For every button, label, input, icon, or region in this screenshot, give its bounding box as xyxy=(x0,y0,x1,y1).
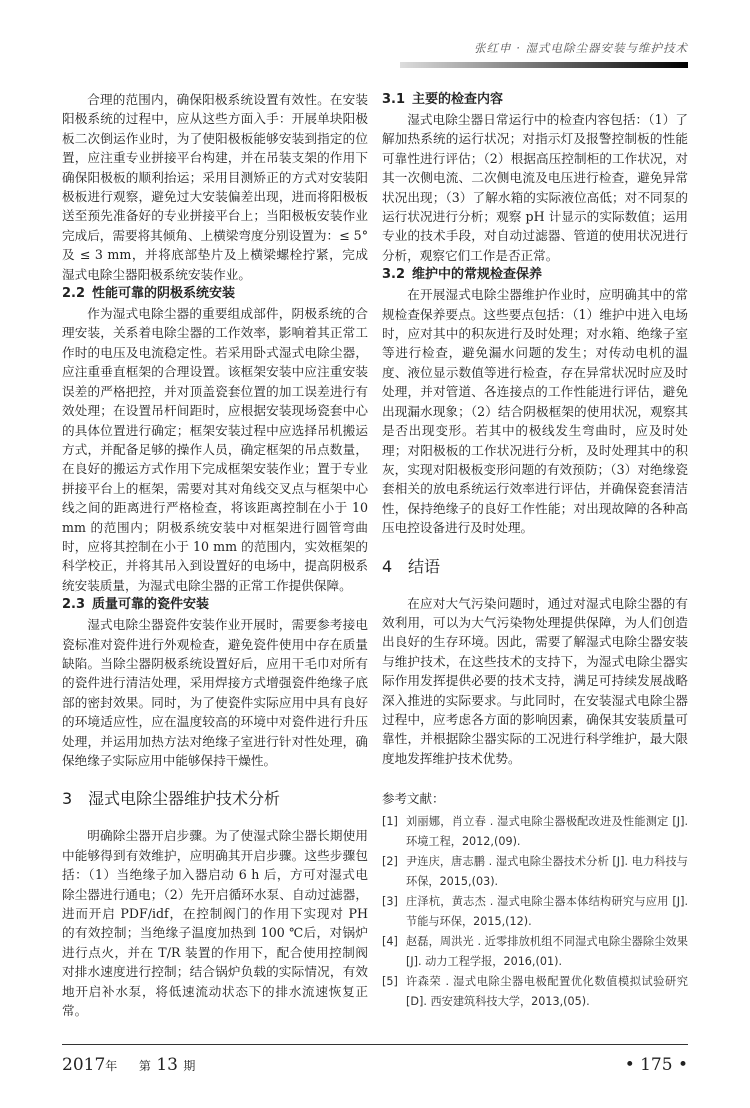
issue-prefix: 第 xyxy=(138,1059,151,1074)
reference-text: 许森荣 . 湿式电除尘器电极配置优化数值模拟试验研究 [D]. 西安建筑科技大学，2013,(05). xyxy=(406,975,688,1009)
reference-index: [3] xyxy=(382,895,398,909)
section-title: 维护中的常规检查保养 xyxy=(412,267,543,283)
section-heading-3-1 xyxy=(382,90,688,110)
year-unit: 年 xyxy=(105,1059,118,1074)
section-heading-3-2 xyxy=(382,265,688,285)
reference-item xyxy=(382,972,688,1012)
paragraph: 合理的范围内，确保阳极系统设置有效性。在安装阳极系统的过程中，应从这些方面入手：开展单块阳极板二次倒运作业时，为了使阳极板能够安装到指定的位置，应注重专业拼接平台构建，并在吊装支架的作用下确保阳极板的顺利抬运；采用目测矫正的方式对安装阳极板进行观察，避免过大安装偏差出现，进而将阳极板送至预先准备好的专业拼接平台上；当阳极板安装作业完成后，需要将其倾角、上横梁弯度分别设置为：≤ 5° 及 ≤ 3 mm，并将底部垫片及上横梁螺栓拧紧，完成湿式电除尘器阳极系统安装作业。 xyxy=(62,92,368,282)
paragraph: 湿式电除尘器瓷件安装作业开展时，需要参考接电瓷标准对瓷件进行外观检查，避免瓷件使用中存在质量缺陷。当除尘器阴极系统设置好后，应用干毛巾对所有的瓷件进行清洁处理，采用焊接方式增强瓷件绝缘子底部的密封效果。同时，为了使瓷件实际应用中具有良好的环境适应性，应在温度较高的环境中对瓷件进行升压处理，并运用加热方法对绝缘子室进行针对性处理，确保绝缘子实际应用中能够保持干燥性。 xyxy=(62,617,368,768)
section-heading-2-3 xyxy=(62,595,368,615)
section-title: 湿式电除尘器维护技术分析 xyxy=(88,789,281,809)
page-number: • 175 • xyxy=(624,1055,688,1076)
reference-item xyxy=(382,812,688,852)
paragraph: 明确除尘器开启步骤。为了使湿式除尘器长期使用中能够得到有效维护，应明确其开启步骤。这些步骤包括：（1）当绝缘子加入器启动 6 h 后，方可对湿式电除尘器进行通电；（2）先开启循环水泵、自动过滤器，进而开启 PDF/idf，在控制阀门的作用下实现对 PH 的有效控制；当绝缘子温度加热到 100 ℃后，对锅炉进行点火，并在 T/R 装置的作用下，配合使用控制阀对排水速度进行控制；结合锅炉负载的实际情况，有效地开启补水泵，将低速流动状态下的排水流速恢复正常。 xyxy=(62,828,368,1019)
references-title: 参考文献： xyxy=(382,791,445,807)
section-heading-2-2 xyxy=(62,284,368,304)
section-number: 2.3 xyxy=(62,597,86,613)
paragraph: 在应对大气污染问题时，通过对湿式电除尘器的有效利用，可以为大气污染物处理提供保障，为人们创造出良好的生存环境。因此，需要了解湿式电除尘器安装与维护技术，在这些技术的支持下，为湿式电除尘器实际作用发挥提供必要的技术支持，满足可持续发展战略深入推进的实际要求。与此同时，在安装湿式电除尘器过程中，应考虑各方面的影响因素，确保其安装质量可靠性，并根据除尘器实际的工况进行科学维护，最大限度地发挥维护技术优势。 xyxy=(382,595,688,766)
section-title: 结语 xyxy=(408,556,441,576)
section-number: 3 xyxy=(62,789,73,809)
section-number: 4 xyxy=(382,556,393,576)
reference-text: 尹连庆，唐志鹏 . 湿式电除尘器技术分析 [J]. 电力科技与环保，2015,(03). xyxy=(406,855,688,889)
reference-item xyxy=(382,852,688,892)
left-column xyxy=(62,90,368,1020)
page-header xyxy=(400,40,688,68)
year: 2017 xyxy=(62,1055,106,1076)
reference-text: 赵磊，周洪光 . 近零排放机组不同湿式电除尘器除尘效果 [J]. 动力工程学报，2016,(01). xyxy=(406,935,688,969)
right-column xyxy=(382,90,688,1020)
section-number: 3.2 xyxy=(382,267,406,283)
paragraph: 在开展湿式电除尘器维护作业时，应明确其中的常规检查保养要点。这些要点包括：（1）维护中进入电场时，应对其中的积灰进行及时处理；对水箱、绝缘子室等进行检查，避免漏水问题的发生；对传动电机的温度、液位显示数值等进行检查，存在异常状况时应及时处理，并对管道、各连接点的工作性能进行评估，避免出现漏水现象；（2）结合阴极框架的使用状况，观察其是否出现变形。若其中的极线发生弯曲时，应及时处理；对阳极板的工作状况进行分析，及时处理其中的积灰，实现对阳极板变形问题的有效预防；（3）对绝缘瓷套相关的放电系统运行效率进行评估，并确保瓷套清洁性，保持绝缘子的良好工作性能；对出现故障的各种高压电控设备进行及时处理。 xyxy=(382,287,688,536)
reference-text: 刘丽娜，肖立春 . 湿式电除尘器极配改进及性能测定 [J]. 环境工程，2012,(09). xyxy=(406,815,688,849)
section-title: 质量可靠的瓷件安装 xyxy=(92,597,210,613)
reference-text: 庄泽杭，黄志杰 . 湿式电除尘器本体结构研究与应用 [J]. 节能与环保，2015,(12). xyxy=(406,895,688,929)
section-number: 2.2 xyxy=(62,286,86,302)
section-title: 主要的检查内容 xyxy=(412,92,504,107)
section-title: 性能可靠的阴极系统安装 xyxy=(92,286,236,302)
reference-index: [4] xyxy=(382,935,398,949)
reference-index: [2] xyxy=(382,855,398,869)
header-rule xyxy=(400,62,688,68)
running-title: 张红申 · 湿式电除尘器安装与维护技术 xyxy=(474,41,688,55)
section-heading-3 xyxy=(62,788,368,810)
reference-index: [5] xyxy=(382,975,398,989)
reference-list xyxy=(382,812,688,1012)
reference-item xyxy=(382,892,688,932)
issue-info xyxy=(62,1053,195,1078)
paragraph: 湿式电除尘器日常运行中的检查内容包括：（1）了解加热系统的运行状况；对指示灯及报警控制板的性能可靠性进行评估；（2）根据高压控制柜的工作状况，对其一次侧电流、二次侧电流及电压进行检查，避免异常状况出现；（3）了解水箱的实际液位高低；对不同泵的运行状况进行分析；观察 pH 计显示的实际数值；运用专业的技术手段，对自动过滤器、管道的使用状况进行分析，观察它们工作是否正常。 xyxy=(382,112,688,263)
reference-index: [1] xyxy=(382,815,398,829)
section-number: 3.1 xyxy=(382,92,406,107)
section-heading-4 xyxy=(382,556,688,578)
page-footer xyxy=(62,1044,688,1078)
reference-item xyxy=(382,932,688,972)
columns xyxy=(62,90,688,1020)
issue-number: 13 xyxy=(156,1055,178,1076)
paragraph: 作为湿式电除尘器的重要组成部件，阴极系统的合理安装，关系着电除尘器的工作效率，影响着其正常工作时的电压及电流稳定性。若采用卧式湿式电除尘器，应注重垂直框架的合理设置。该框架安装中应注重安装误差的严格把控，并对顶盖瓷套位置的加工误差进行有效处理；在设置吊杆间距时，应根据安装现场瓷套中心的具体位置进行确定；框架安装过程中应选择吊机搬运方式，并配备足够的操作人员，确定框架的吊点数量，在良好的搬运方式作用下完成框架安装作业；置于专业拼接平台上的框架，需要对其对角线交叉点与框架中心线之间的距离进行严格检查，将该距离控制在小于 10 mm 的范围内；阴极系统安装中对框架进行圆管弯曲时，应将其控制在小于 10 mm 的范围内，实效框架的科学校正，并将其吊入到设置好的电场中，提高阴极系统安装质量，为湿式电除尘器的正常工作提供保障。 xyxy=(62,306,368,593)
issue-suffix: 期 xyxy=(183,1059,196,1074)
